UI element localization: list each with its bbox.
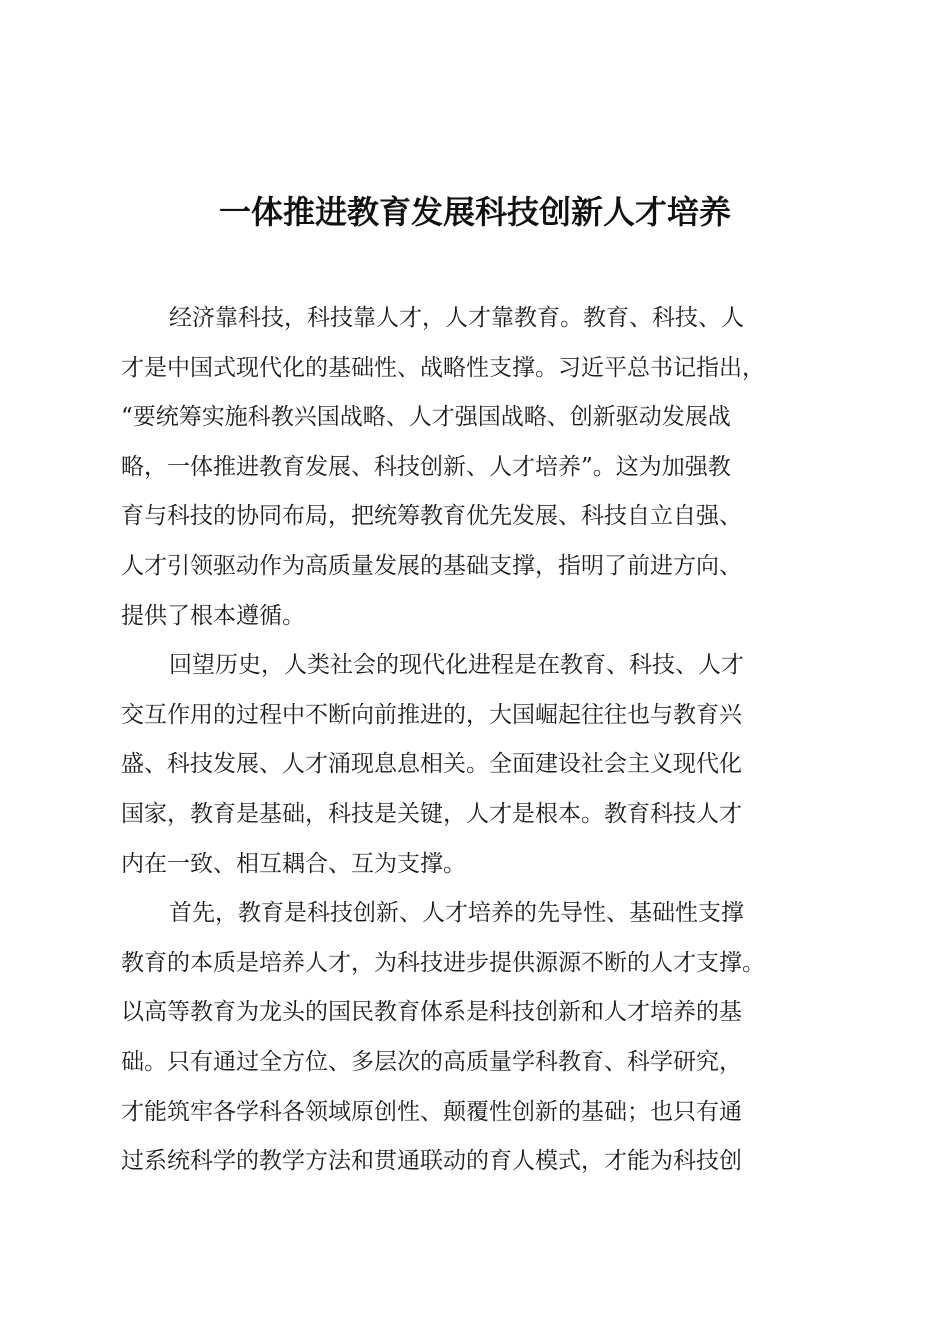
paragraph-2-line-1: 回望历史，人类社会的现代化进程是在教育、科技、人才 (169, 652, 744, 679)
paragraph-3-line-1: 首先，教育是科技创新、人才培养的先导性、基础性支撑 (169, 900, 744, 927)
paragraph-3-line-4: 础。只有通过全方位、多层次的高质量学科教育、科学研究， (121, 1048, 742, 1075)
document-body (121, 294, 831, 1187)
paragraph-3-line-6: 过系统科学的教学方法和贯通联动的育人模式，才能为科技创 (121, 1148, 742, 1175)
paragraph-3-line-3: 以高等教育为龙头的国民教育体系是科技创新和人才培养的基 (121, 999, 742, 1026)
paragraph-1-line-4: 略，一体推进教育发展、科技创新、人才培养”。这为加强教 (121, 453, 731, 480)
paragraph-2-line-4: 国家，教育是基础，科技是关键，人才是根本。教育科技人才 (121, 800, 742, 827)
document-title: 一体推进教育发展科技创新人才培养 (218, 193, 731, 231)
paragraph-3-line-5: 才能筑牢各学科各领域原创性、颠覆性创新的基础；也只有通 (121, 1098, 742, 1125)
paragraph-2-line-5: 内在一致、相互耦合、互为支撑。 (121, 850, 466, 877)
paragraph-1-line-2: 才是中国式现代化的基础性、战略性支撑。习近平总书记指出， (121, 354, 765, 381)
paragraph-3-line-2: 教育的本质是培养人才，为科技进步提供源源不断的人才支撑。 (121, 949, 765, 976)
paragraph-2-line-3: 盛、科技发展、人才涌现息息相关。全面建设社会主义现代化 (121, 751, 742, 778)
paragraph-1-line-5: 育与科技的协同布局，把统筹教育优先发展、科技自立自强、 (121, 503, 742, 530)
paragraph-1-line-6: 人才引领驱动作为高质量发展的基础支撑，指明了前进方向、 (121, 552, 742, 579)
paragraph-1-line-7: 提供了根本遵循。 (121, 602, 305, 629)
paragraph-1-line-1: 经济靠科技，科技靠人才，人才靠教育。教育、科技、人 (169, 305, 744, 331)
paragraph-2-line-2: 交互作用的过程中不断向前推进的，大国崛起往往也与教育兴 (121, 701, 742, 728)
paragraph-1-line-3: “要统筹实施科教兴国战略、人才强国战略、创新驱动发展战 (121, 404, 731, 431)
